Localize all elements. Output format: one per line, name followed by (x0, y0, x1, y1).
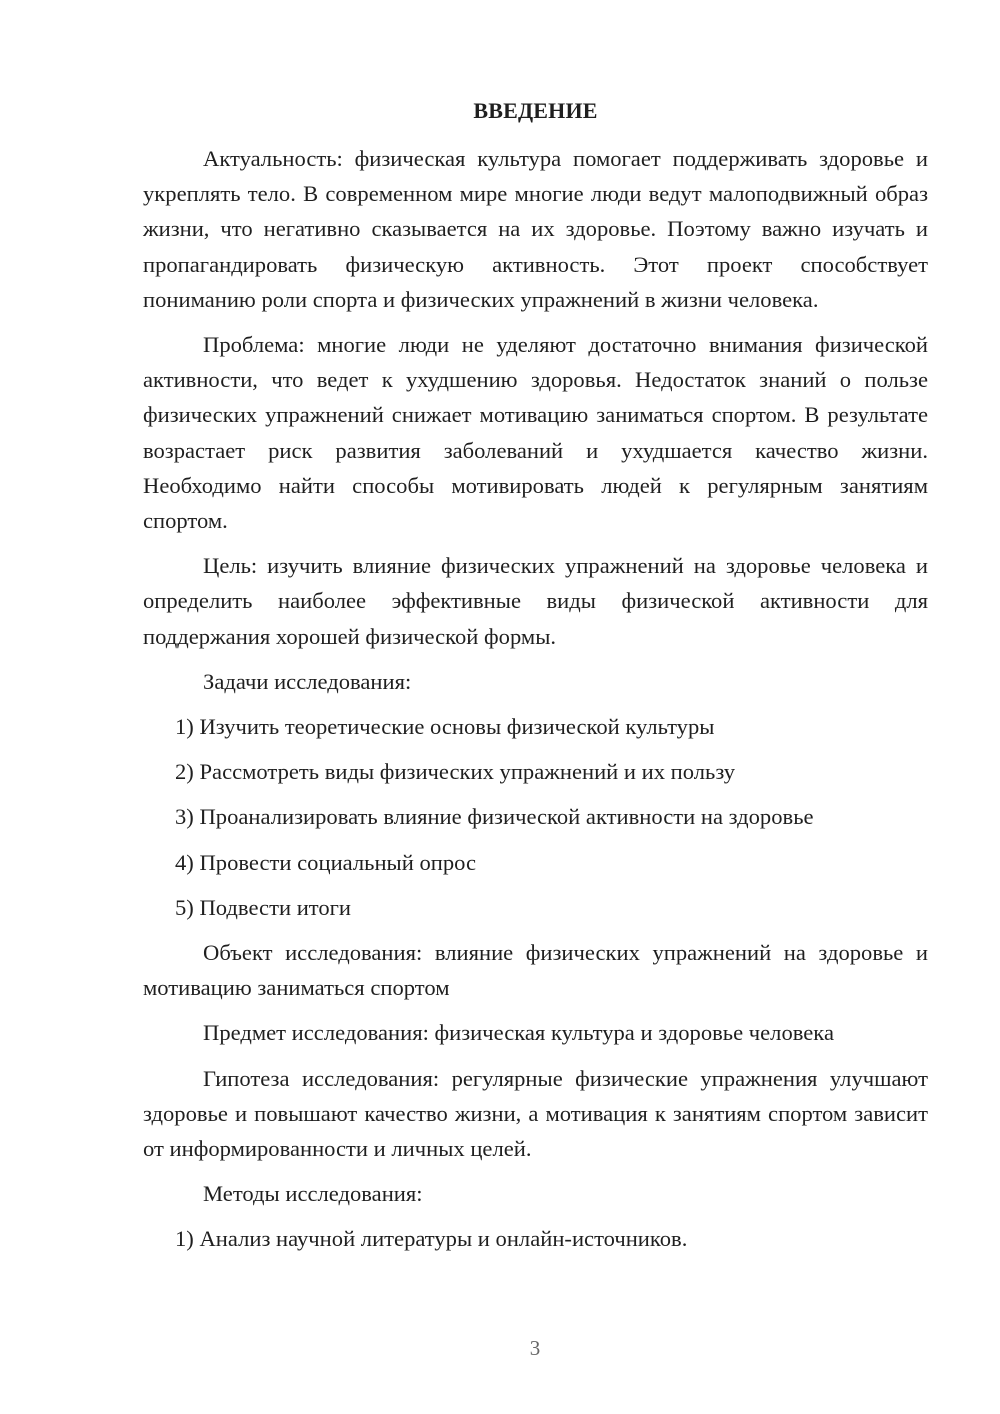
page-number: 3 (529, 1336, 541, 1360)
document-title: ВВЕДЕНИЕ (473, 98, 598, 123)
object-paragraph: Объект исследования: влияние физических упражнений на здоровье и мотивацию заниматься спортом (143, 940, 928, 1001)
relevance-paragraph: Актуальность: физическая культура помогает поддерживать здоровье и укреплять тело. В современном мире многие люди ведут малоподвижный образ жизни, что негативно сказывается на их здоровье. Поэтому важно изучать и пропагандировать физическую активность. Этот проект способствует пониманию роли спорта и физических упражнений в жизни человека. (143, 146, 928, 312)
tasks-heading: Задачи исследования: (203, 668, 412, 694)
problem-paragraph: Проблема: многие люди не уделяют достаточно внимания физической активности, что ведет к ухудшению здоровья. Недостаток знаний о пользе физических упражнений снижает мотивацию заниматься спортом. В результате возрастает риск развития заболеваний и ухудшается качество жизни. Необходимо найти способы мотивировать людей к регулярным занятиям спортом. (143, 332, 928, 534)
goal-paragraph: Цель: изучить влияние физических упражнений на здоровье человека и определить наиболее эффективные виды физической активности для поддержания хорошей физической формы. (143, 553, 928, 649)
subject-paragraph: Предмет исследования: физическая культура и здоровье человека (203, 1020, 834, 1046)
task-item-4: 4) Провести социальный опрос (175, 849, 477, 875)
task-item-5: 5) Подвести итоги (175, 894, 352, 920)
document-body (143, 141, 928, 1267)
method-item-1: 1) Анализ научной литературы и онлайн-источников. (175, 1226, 688, 1252)
methods-heading: Методы исследования: (203, 1181, 423, 1207)
task-item-2: 2) Рассмотреть виды физических упражнений и их пользу (175, 759, 736, 785)
task-item-1: 1) Изучить теоретические основы физической культуры (175, 714, 715, 740)
hypothesis-paragraph: Гипотеза исследования: регулярные физические упражнения улучшают здоровье и повышают качество жизни, а мотивация к занятиям спортом зависит от информированности и личных целей. (143, 1065, 928, 1162)
task-item-3: 3) Проанализировать влияние физической активности на здоровье (175, 804, 814, 830)
